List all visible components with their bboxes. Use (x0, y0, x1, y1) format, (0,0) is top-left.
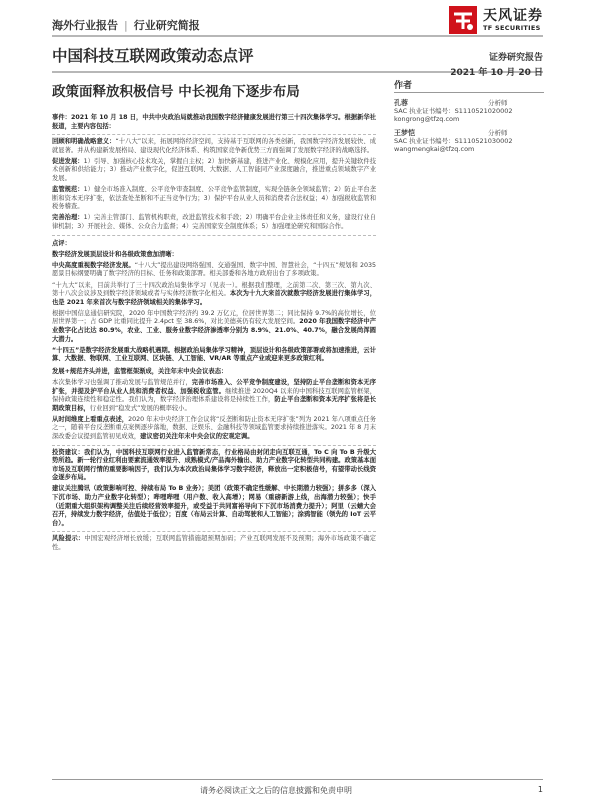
section-divider (52, 235, 376, 236)
author-heading: 作者 (394, 82, 544, 93)
investment-advice: 投资建议：我们认为，中国科技互联网行业进入监管新常态，行业格局由封闭走向互联互通，To C 向 To B 升级大势所趋。新一轮行业红利由要素流通效率提升、成熟模式/产品海外输出、助力产业数字化转型共同构建。政策基本面市场及互联网行情的重要影响因子，我们认为本次政治局集体学习数字经济，释放出一定积极信号，有望带动长线资金逐步布局。 (52, 448, 377, 482)
author-cert: SAC 执业证书编号：S1110521030002 (394, 137, 513, 145)
summary-paragraph: 监管规范：1）健全市场准入制度、公平竞争审查制度、公平竞争监管制度，实现全链条全领域监管；2）防止平台垄断和资本无序扩张，依法查处垄断和不正当竞争行为；3）保护平台从业人员和消费者合法权益；4）加强税收监管和税务稽查。 (52, 186, 377, 211)
tf-securities-logo-icon (448, 5, 478, 35)
report-type: 证券研究报告 (488, 53, 543, 63)
comment-heading: 数字经济发展顶层设计和各级政策愈加清晰： (52, 250, 178, 258)
author-sidebar (394, 82, 544, 159)
author-cert: SAC 执业证书编号：S1110521020002 (394, 107, 513, 115)
author-card (394, 129, 544, 153)
comment-paragraph: “十四五”是数字经济发展重大战略机遇期。根据政治局集体学习精神，顶层设计和各级政策部署或将加速推进，云计算、大数据、物联网、工业互联网、区块链、人工智能、VR/AR 等重点产业或迎来更多政策红利。 (52, 346, 376, 363)
section-divider (52, 531, 376, 532)
author-email[interactable]: wangmengkai@tfzq.com (394, 145, 475, 153)
comment-paragraph: 中央高度重视数字经济发展。“十八大”提出建设网络强国、交通强国、数字中国、智慧社会，“十四五”规划和 2035 愿景目标纲要明确了数字经济的目标、任务和政策部署。相关部委和各地方政府出台了多项政策。 (52, 261, 377, 278)
event-text: 2021 年 10 月 18 日，中共中央政治局就推动我国数字经济健康发展进行第三十四次集体学习。根据新华社报道，主要内容包括： (52, 114, 377, 130)
logo-name-cn: 天风证券 (483, 8, 543, 24)
summary-paragraph: 回顾和明确战略意义：“十八大”以来，拓展网络经济空间，支持基于互联网的各类创新，我国数字经济发展较快、成就显著。并从构建新发展格局、建设现代化经济体系、构筑国家竞争新优势三方面强调了发展数字经济的战略选择。 (52, 138, 376, 154)
footer-rule (52, 779, 543, 780)
header-rule (52, 35, 543, 37)
header-separator: | (124, 19, 128, 32)
comment-heading: 发展+规范齐头并进，监管框架渐成，关注年末中央会议表态： (52, 367, 228, 375)
investment-picks: 建议关注腾讯（政策影响可控、持续布局 To B 业务）；美团（政策不确定性缓解、中长期潜力较强）；拼多多（深入下沉市场、助力产业数字化转型）；哔哩哔哩（用户数、收入高增）；网易（重磅新游上线，出海潜力较强）；快手（近期重大组织架构调整关注后续经营效率提升，或受益于共同富裕导向下下沉市场消费力提升）；阿里（云蜻大会召开，持续发力数字经济，估值处于低位）；百度（布局云计算、自动驾驶和人工智能）；涂鸦智能（领先的 IoT 云平台）。 (52, 485, 376, 527)
event-label: 事件： (52, 114, 71, 121)
comment-paragraph: 根据中国信息通信研究院，2020 年中国数字经济约 39.2 万亿元，位居世界第二；同比保持 9.7%的高位增长，位居世界第一；占 GDP 比重同比提升 2.4pct 至 38.6%，对比美德英仍有较大发展空间。2020 年我国数字经济中产业数字化占比达 80.9%，农业、工业、服务业数字经济渗透率分别为 8.9%、21.0%、40.7%，融合发展尚浑圆大潜力。 (52, 309, 376, 343)
comment-label: 点评： (52, 239, 71, 247)
author-role: 分析师 (488, 99, 508, 107)
logo-name-en: TF SECURITIES (483, 24, 541, 32)
summary-paragraph: 完善治理：1）完善主管部门、监管机构职责，改进监管技术和手段；2）明确平台企业主体责任和义务，建设行业自律机制；3）开展社会、媒体、公众合力监督；4）完善国家安全制度体系；5）加强理论研究和国际合作。 (52, 214, 377, 231)
report-body (52, 114, 376, 555)
footer-disclaimer: 请务必阅读正文之后的信息披露和免责申明 (200, 786, 352, 795)
header-category-brief: 行业研究简报 (133, 19, 200, 32)
section-divider (52, 134, 376, 135)
header-category (52, 17, 200, 33)
author-card (394, 99, 544, 123)
risk-warning: 风险提示：中国宏观经济增长放缓；互联网监管措施超预期加码；产业互联网发展不及预期；海外市场政策不确定性。 (52, 535, 377, 552)
author-email[interactable]: kongrong@tfzq.com (394, 115, 460, 123)
company-logo (448, 5, 543, 35)
summary-paragraph: 促进发展：1）引导、加强核心技术攻关，掌握自主权；2）加快新基建，推进产业化、规模化应用，提升关键软件技术创新和供给能力；3）推动产业数字化，促进互联网、大数据、人工智能同产业深度融合，推进重点领域数字产业发展。 (52, 157, 377, 183)
author-name: 王梦恺 (394, 129, 415, 137)
report-title: 中国科技互联网政策动态点评 (52, 47, 254, 65)
event-paragraph (52, 114, 376, 131)
comment-paragraph: “十九大”以来，目前共举行了三十四次政治局集体学习（见表一）。根据我们整理，之前第二次、第三次、第九次、第十八次会议涉及到数字经济领域或者与实体经济数字化相关。本次为十九大来首次就数字经济发展进行集体学习，也是 2021 年来首次与数字经济领域相关的集体学习。 (52, 281, 377, 306)
author-name: 孔蓉 (394, 99, 408, 107)
author-role: 分析师 (488, 129, 508, 137)
comment-paragraph: 本次集体学习也强调了推动发展与监管规范并行，完善市场准入、公平竞争制度建设，坚持防止平台垄断和资本无序扩张，并提及护平台从业人员和消费者权益、加强税收监管。继续推进 2020Q4 以来的中国科技互联网监管框架，保持政策连续性和稳定性。我们认为，数字经济治理体系建设将是持续性工作，防止平台垄断和资本无序扩张将是长期政策目标，行业回到“稳发式”发展的概率较小。 (52, 378, 377, 412)
section-divider (52, 445, 376, 446)
report-subtitle: 政策面释放积极信号 中长视角下逐步布局 (52, 84, 300, 100)
comment-paragraph: 从时间维度上看重点表述，2020 年末中央经济工作会议将“反垄断和防止资本无序扩张”列为 2021 年八项重点任务之一，随着平台反垄断重点案例逐步落地，数据、泛娱乐、金融科技等领域监管要求持续推进落实。2021 年 8 月末深改委会议提到监管初见成效，建议密切关注年末中央会议的宏观定调。 (52, 415, 376, 440)
header-category-overseas: 海外行业报告 (52, 19, 118, 32)
report-date: 2021 年 10 月 20 日 (450, 68, 543, 78)
page-number: 1 (537, 785, 543, 794)
